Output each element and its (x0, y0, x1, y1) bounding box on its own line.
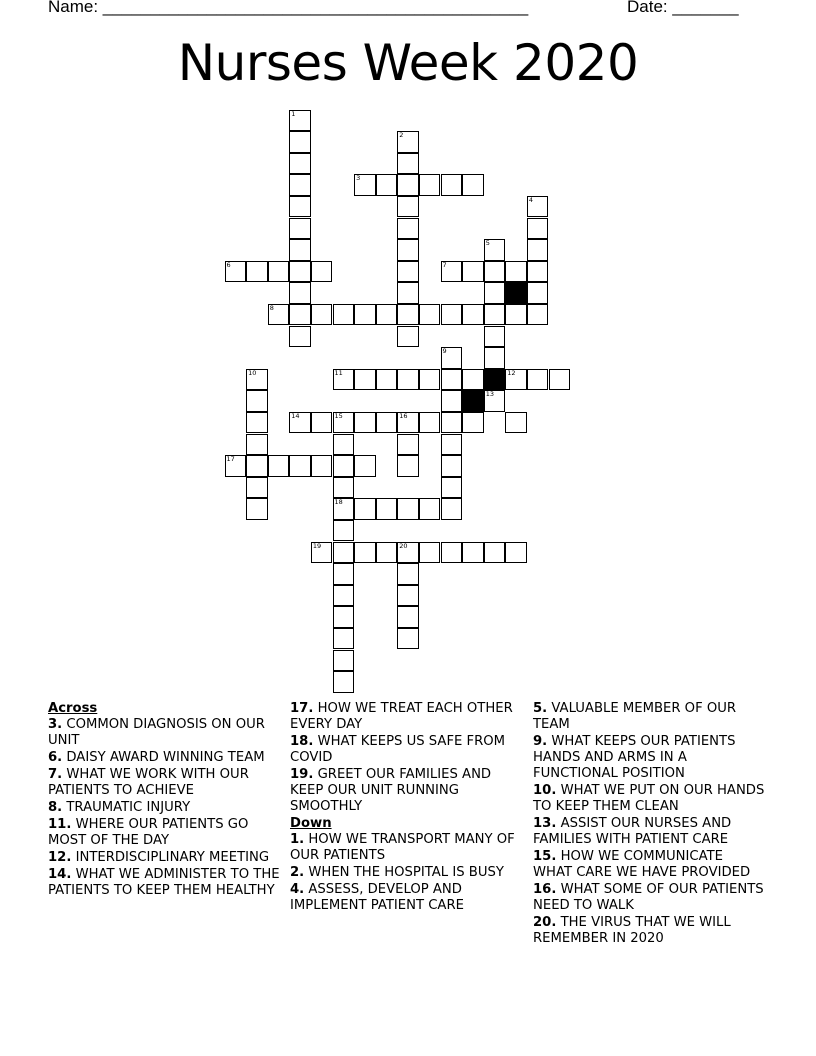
grid-cell[interactable] (397, 282, 419, 304)
grid-cell[interactable] (268, 261, 290, 283)
grid-block (505, 282, 527, 304)
clue-column-3 (533, 701, 765, 948)
grid-cell[interactable] (549, 369, 571, 391)
grid-cell[interactable] (419, 412, 441, 434)
grid-cell[interactable] (441, 174, 463, 196)
clue-number: 9 (442, 347, 447, 356)
clue-number: 18 (334, 498, 343, 507)
grid-cell[interactable] (246, 498, 268, 520)
grid-cell[interactable] (397, 542, 419, 564)
clue-item (290, 701, 522, 733)
clue-number: 16. (533, 882, 557, 897)
clue-item (533, 882, 765, 914)
grid-cell[interactable] (397, 326, 419, 348)
clue-number: 4. (290, 882, 305, 897)
grid-cell[interactable] (397, 585, 419, 607)
grid-cell[interactable] (441, 477, 463, 499)
grid-cell[interactable] (311, 542, 333, 564)
grid-cell[interactable] (289, 218, 311, 240)
grid-cell[interactable] (484, 239, 506, 261)
clue-number: 17 (226, 455, 235, 464)
grid-cell[interactable] (419, 304, 441, 326)
grid-block (462, 390, 484, 412)
grid-cell[interactable] (333, 412, 355, 434)
grid-cell[interactable] (527, 304, 549, 326)
down-heading: Down (290, 816, 332, 831)
grid-cell[interactable] (246, 390, 268, 412)
clue-item (48, 817, 280, 849)
clue-number: 2. (290, 865, 305, 880)
clue-text: DAISY AWARD WINNING TEAM (62, 750, 265, 765)
grid-cell[interactable] (397, 174, 419, 196)
clue-number: 3 (356, 174, 361, 183)
grid-cell[interactable] (246, 434, 268, 456)
grid-cell[interactable] (397, 196, 419, 218)
clue-text: WHAT WE WORK WITH OUR PATIENTS TO ACHIEVE (48, 767, 249, 798)
grid-cell[interactable] (289, 326, 311, 348)
grid-cell[interactable] (289, 110, 311, 132)
grid-cell[interactable] (397, 131, 419, 153)
grid-cell[interactable] (289, 153, 311, 175)
grid-cell[interactable] (333, 477, 355, 499)
clue-text: WHEN THE HOSPITAL IS BUSY (304, 865, 504, 880)
name-field-line: Name: _____________________________________________ (48, 0, 529, 16)
clue-number: 15 (334, 411, 343, 420)
grid-cell[interactable] (462, 304, 484, 326)
clue-column-1 (48, 701, 280, 900)
clue-item (48, 867, 280, 899)
clue-text: WHAT WE PUT ON OUR HANDS TO KEEP THEM CLEAN (533, 783, 765, 814)
clue-text: HOW WE TRANSPORT MANY OF OUR PATIENTS (290, 832, 515, 863)
grid-cell[interactable] (527, 218, 549, 240)
clue-item (290, 734, 522, 766)
grid-cell[interactable] (441, 542, 463, 564)
clue-column-2 (290, 701, 522, 915)
clue-text: HOW WE TREAT EACH OTHER EVERY DAY (290, 701, 513, 732)
grid-cell[interactable] (397, 304, 419, 326)
clue-text: HOW WE COMMUNICATE WHAT CARE WE HAVE PROVIDED (533, 849, 751, 880)
clue-item (48, 800, 280, 816)
clue-item (290, 865, 522, 881)
grid-cell[interactable] (333, 563, 355, 585)
grid-cell[interactable] (441, 434, 463, 456)
grid-cell[interactable] (397, 563, 419, 585)
grid-cell[interactable] (397, 628, 419, 650)
down-clue-list-continued (533, 701, 765, 947)
grid-cell[interactable] (333, 650, 355, 672)
grid-cell[interactable] (376, 542, 398, 564)
clue-text: INTERDISCIPLINARY MEETING (71, 850, 270, 865)
grid-cell[interactable] (311, 304, 333, 326)
clue-item (48, 767, 280, 799)
grid-cell[interactable] (397, 455, 419, 477)
clue-text: TRAUMATIC INJURY (62, 800, 191, 815)
clue-text: THE VIRUS THAT WE WILL REMEMBER IN 2020 (533, 915, 731, 946)
grid-cell[interactable] (333, 498, 355, 520)
clue-number: 12. (48, 850, 72, 865)
grid-cell[interactable] (354, 369, 376, 391)
clue-number: 10 (248, 368, 257, 377)
clue-number: 11 (334, 368, 343, 377)
clue-text: ASSIST OUR NURSES AND FAMILIES WITH PATIENT CARE (533, 816, 732, 847)
clue-number: 15. (533, 849, 557, 864)
clue-number: 6. (48, 750, 63, 765)
grid-cell[interactable] (484, 304, 506, 326)
grid-cell[interactable] (354, 304, 376, 326)
clue-number: 17. (290, 701, 314, 716)
grid-cell[interactable] (462, 369, 484, 391)
grid-cell[interactable] (225, 261, 247, 283)
grid-cell[interactable] (354, 174, 376, 196)
clue-text: VALUABLE MEMBER OF OUR TEAM (533, 701, 737, 732)
grid-cell[interactable] (246, 412, 268, 434)
grid-cell[interactable] (484, 326, 506, 348)
clue-number: 14. (48, 867, 72, 882)
grid-cell[interactable] (419, 369, 441, 391)
grid-cell[interactable] (419, 174, 441, 196)
grid-cell[interactable] (268, 455, 290, 477)
grid-cell[interactable] (484, 542, 506, 564)
grid-cell[interactable] (333, 542, 355, 564)
date-field-line: Date: _______ (627, 0, 739, 16)
clue-number: 7. (48, 767, 63, 782)
clue-text: ASSESS, DEVELOP AND IMPLEMENT PATIENT CARE (290, 882, 464, 913)
clue-item (48, 850, 280, 866)
clue-text: WHAT KEEPS US SAFE FROM COVID (290, 734, 506, 765)
grid-cell[interactable] (527, 261, 549, 283)
grid-cell[interactable] (505, 412, 527, 434)
grid-cell[interactable] (441, 498, 463, 520)
grid-block (484, 369, 506, 391)
clue-number: 6 (226, 260, 231, 269)
grid-cell[interactable] (441, 369, 463, 391)
grid-cell[interactable] (333, 520, 355, 542)
clue-number: 4 (528, 195, 534, 204)
grid-cell[interactable] (376, 412, 398, 434)
clue-number: 19. (290, 767, 314, 782)
grid-cell[interactable] (419, 542, 441, 564)
grid-cell[interactable] (484, 390, 506, 412)
grid-cell[interactable] (397, 434, 419, 456)
across-clue-list (48, 717, 280, 899)
grid-cell[interactable] (397, 153, 419, 175)
across-heading: Across (48, 701, 98, 716)
clue-number: 14 (291, 411, 300, 420)
clue-item (290, 882, 522, 914)
clue-number: 10. (533, 783, 557, 798)
grid-cell[interactable] (462, 412, 484, 434)
clue-number: 9. (533, 734, 548, 749)
grid-cell[interactable] (376, 174, 398, 196)
grid-cell[interactable] (397, 412, 419, 434)
grid-cell[interactable] (397, 239, 419, 261)
grid-cell[interactable] (354, 412, 376, 434)
grid-cell[interactable] (354, 542, 376, 564)
clue-text: GREET OUR FAMILIES AND KEEP OUR UNIT RUNNING SMOOTHLY (290, 767, 492, 814)
clue-item (533, 816, 765, 848)
grid-cell[interactable] (311, 412, 333, 434)
clue-number: 7 (442, 260, 447, 269)
clue-number: 20 (399, 541, 408, 550)
clue-number: 1 (291, 109, 296, 118)
clue-text: WHERE OUR PATIENTS GO MOST OF THE DAY (48, 817, 249, 848)
clue-item (533, 734, 765, 782)
clue-text: WHAT WE ADMINISTER TO THE PATIENTS TO KEEP THEM HEALTHY (48, 867, 280, 898)
grid-cell[interactable] (246, 477, 268, 499)
clue-item (533, 783, 765, 815)
grid-cell[interactable] (246, 369, 268, 391)
grid-cell[interactable] (527, 196, 549, 218)
clue-text: WHAT SOME OF OUR PATIENTS NEED TO WALK (533, 882, 764, 913)
grid-cell[interactable] (289, 239, 311, 261)
grid-cell[interactable] (441, 390, 463, 412)
clue-item (290, 767, 522, 815)
grid-cell[interactable] (441, 304, 463, 326)
grid-cell[interactable] (484, 261, 506, 283)
grid-cell[interactable] (527, 239, 549, 261)
clue-item (533, 849, 765, 881)
clue-item (290, 832, 522, 864)
grid-cell[interactable] (289, 455, 311, 477)
grid-cell[interactable] (289, 261, 311, 283)
clue-number: 8 (269, 303, 274, 312)
grid-cell[interactable] (441, 347, 463, 369)
clue-number: 13. (533, 816, 557, 831)
grid-cell[interactable] (397, 369, 419, 391)
clue-number: 5. (533, 701, 548, 716)
clue-number: 12 (507, 368, 516, 377)
grid-cell[interactable] (333, 671, 355, 693)
clue-number: 3. (48, 717, 63, 732)
clue-number: 5 (485, 239, 490, 248)
grid-cell[interactable] (527, 369, 549, 391)
grid-cell[interactable] (484, 347, 506, 369)
grid-cell[interactable] (484, 282, 506, 304)
grid-cell[interactable] (311, 455, 333, 477)
grid-cell[interactable] (246, 261, 268, 283)
clue-item (533, 915, 765, 947)
clue-item (48, 750, 280, 766)
across-clue-list-continued (290, 701, 522, 815)
grid-cell[interactable] (441, 261, 463, 283)
grid-cell[interactable] (505, 261, 527, 283)
clue-text: WHAT KEEPS OUR PATIENTS HANDS AND ARMS IN A FUNCTIONAL POSITION (533, 734, 736, 781)
grid-cell[interactable] (289, 131, 311, 153)
grid-cell[interactable] (505, 369, 527, 391)
grid-cell[interactable] (505, 304, 527, 326)
grid-cell[interactable] (289, 282, 311, 304)
clue-number: 18. (290, 734, 314, 749)
grid-cell[interactable] (333, 606, 355, 628)
grid-cell[interactable] (397, 606, 419, 628)
grid-cell[interactable] (289, 196, 311, 218)
clue-number: 1. (290, 832, 305, 847)
clue-number: 11. (48, 817, 72, 832)
clue-number: 20. (533, 915, 557, 930)
grid-cell[interactable] (397, 218, 419, 240)
grid-cell[interactable] (268, 304, 290, 326)
grid-cell[interactable] (354, 455, 376, 477)
grid-cell[interactable] (462, 542, 484, 564)
grid-cell[interactable] (354, 498, 376, 520)
grid-cell[interactable] (397, 261, 419, 283)
grid-cell[interactable] (246, 455, 268, 477)
clue-number: 8. (48, 800, 63, 815)
grid-cell[interactable] (505, 542, 527, 564)
grid-cell[interactable] (419, 498, 441, 520)
grid-cell[interactable] (376, 304, 398, 326)
grid-cell[interactable] (376, 498, 398, 520)
grid-cell[interactable] (333, 585, 355, 607)
grid-cell[interactable] (333, 304, 355, 326)
grid-cell[interactable] (333, 434, 355, 456)
clue-number: 19 (312, 541, 322, 550)
clue-number: 2 (399, 131, 404, 140)
grid-cell[interactable] (376, 369, 398, 391)
clue-text: COMMON DIAGNOSIS ON OUR UNIT (48, 717, 265, 748)
grid-cell[interactable] (225, 455, 247, 477)
grid-cell[interactable] (527, 282, 549, 304)
grid-cell[interactable] (289, 412, 311, 434)
grid-cell[interactable] (333, 628, 355, 650)
clue-number: 16 (399, 411, 408, 420)
grid-cell[interactable] (397, 498, 419, 520)
grid-cell[interactable] (289, 304, 311, 326)
grid-cell[interactable] (441, 455, 463, 477)
grid-cell[interactable] (311, 261, 333, 283)
clue-item (533, 701, 765, 733)
grid-cell[interactable] (289, 174, 311, 196)
grid-cell[interactable] (441, 412, 463, 434)
grid-cell[interactable] (333, 455, 355, 477)
grid-cell[interactable] (333, 369, 355, 391)
clue-number: 13 (485, 390, 494, 399)
grid-cell[interactable] (462, 261, 484, 283)
down-clue-list (290, 832, 522, 914)
page-title: Nurses Week 2020 (177, 34, 639, 92)
grid-cell[interactable] (462, 174, 484, 196)
clue-item (48, 717, 280, 749)
